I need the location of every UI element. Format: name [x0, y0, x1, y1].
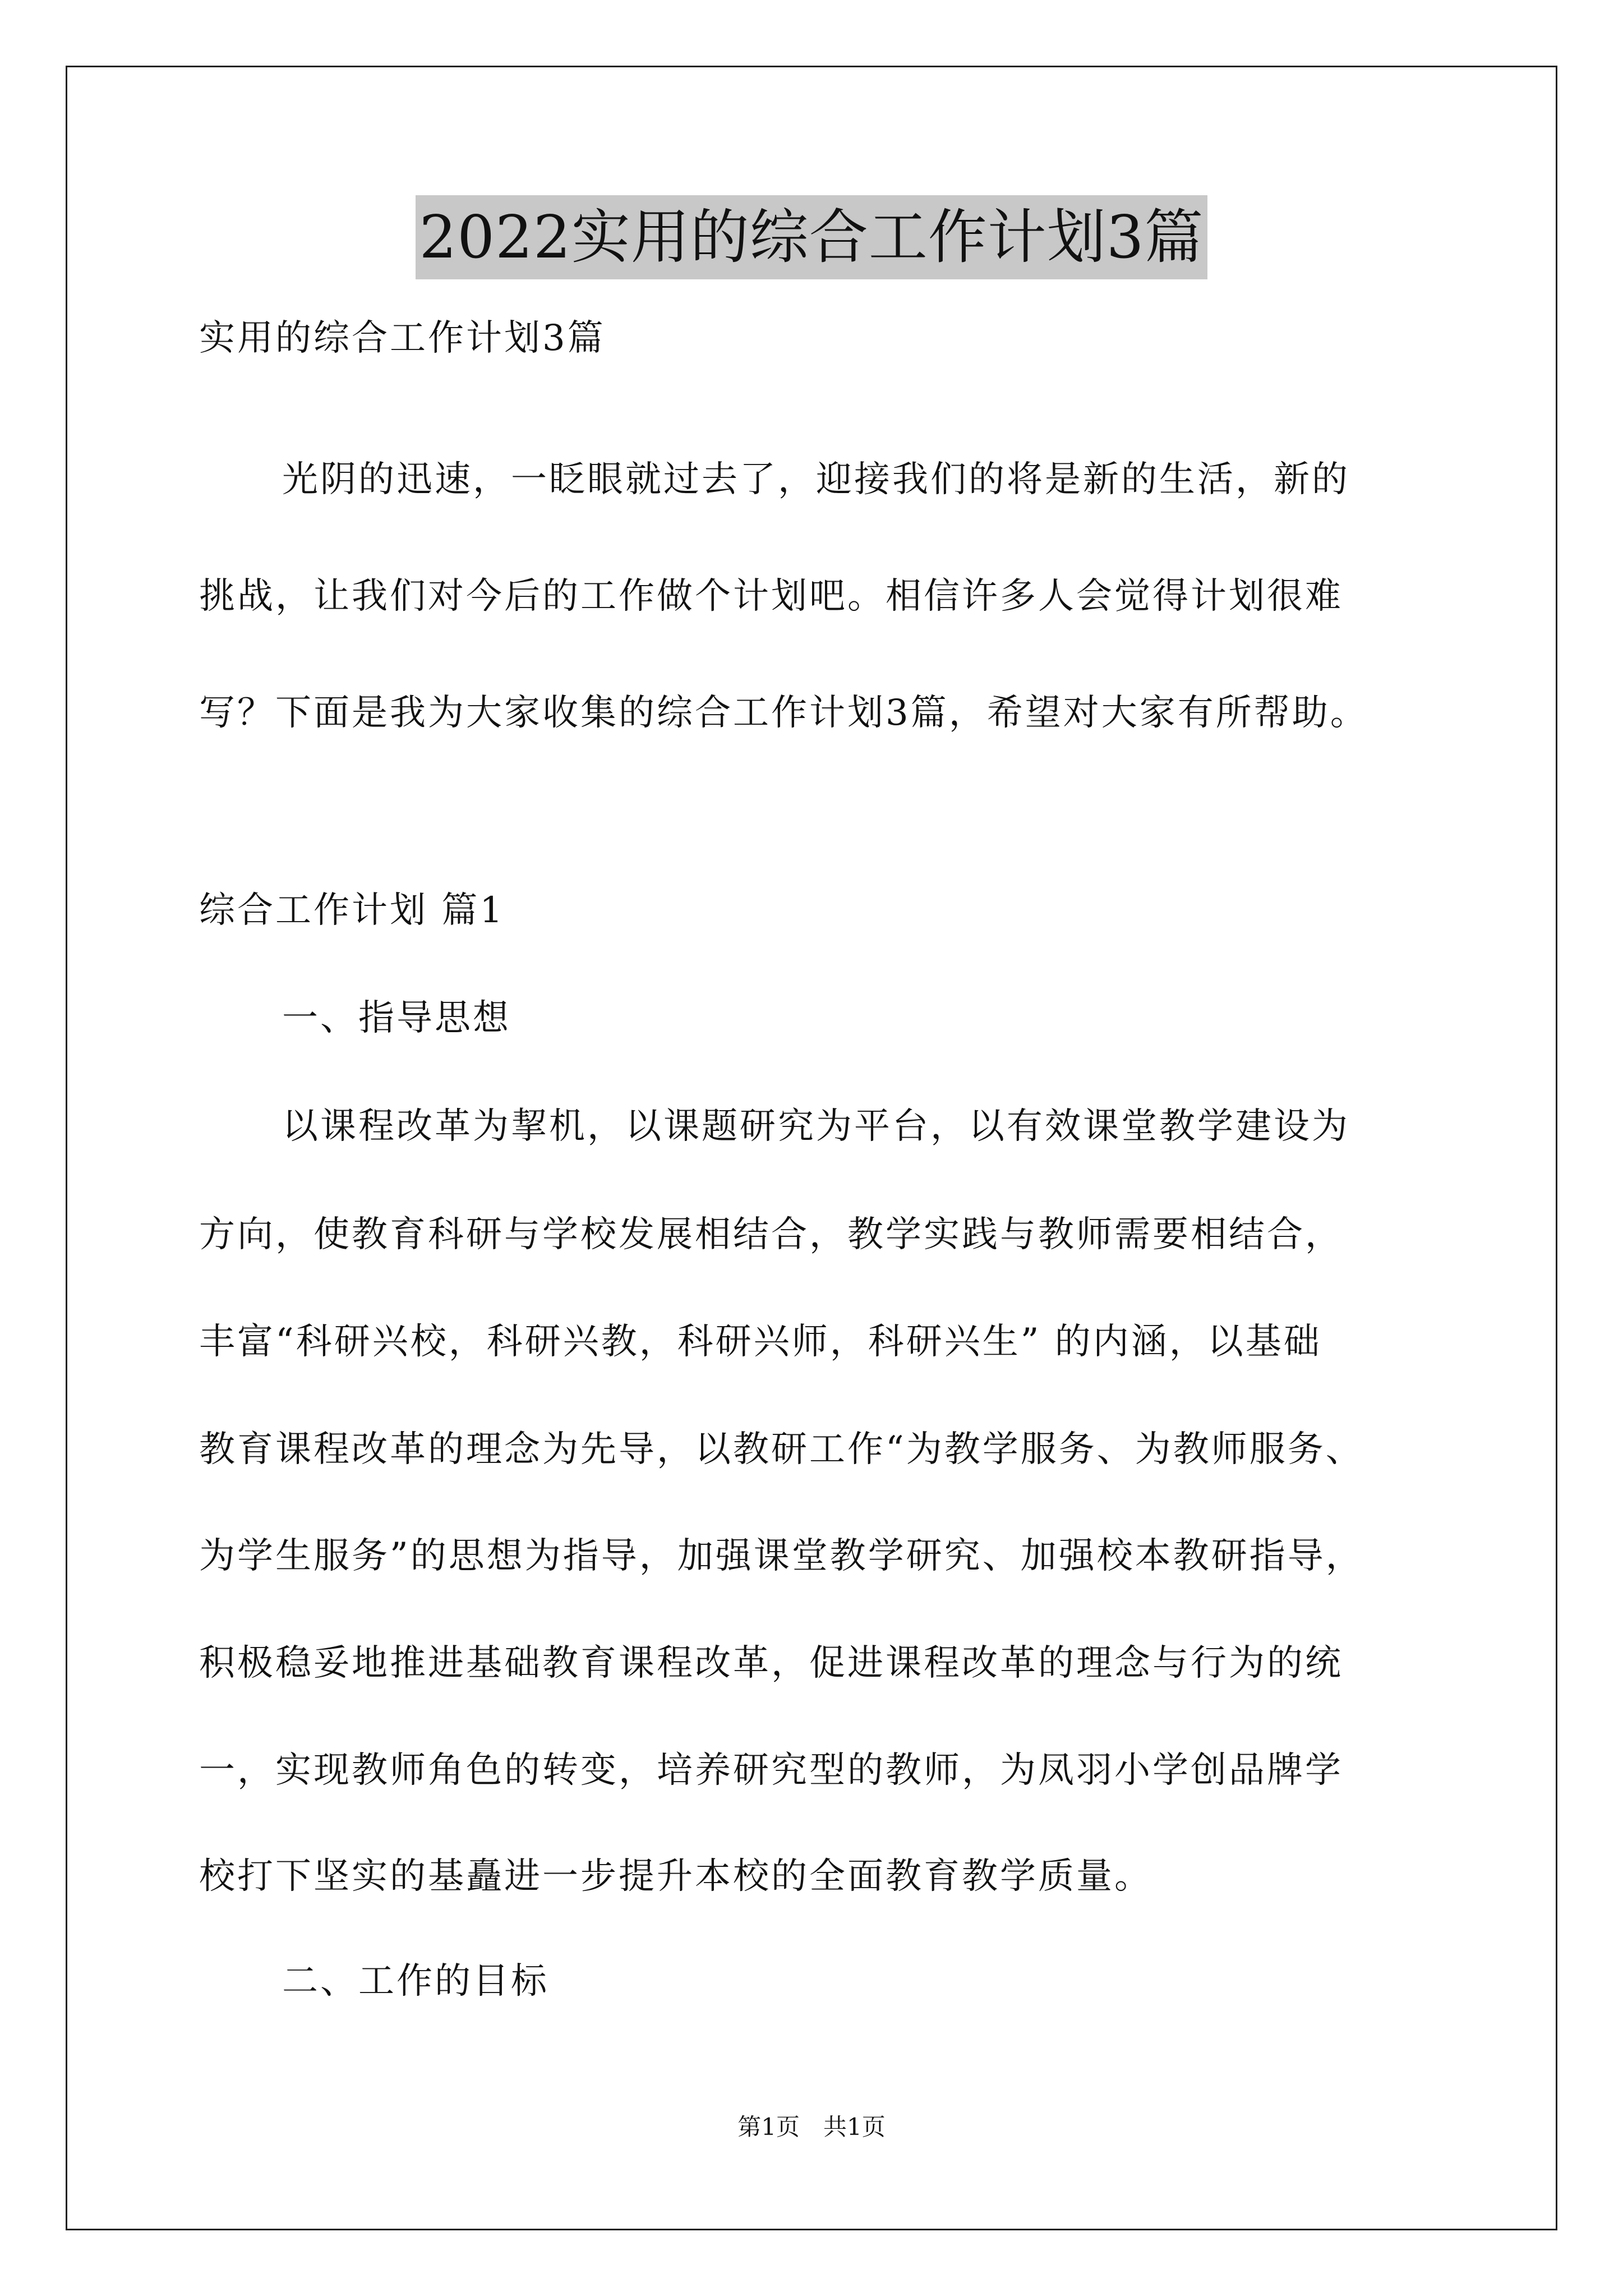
document-subtitle: 实用的综合工作计划3篇 — [199, 318, 606, 359]
title-container — [0, 195, 1623, 279]
heading-work-goals: 二、工作的目标 — [282, 1961, 549, 2002]
intro-line: 写？下面是我为大家收集的综合工作计划3篇，希望对大家有所帮助。 — [199, 692, 1368, 734]
body-line: 积极稳妥地推进基础教育课程改革，促进课程改革的理念与行为的统 — [199, 1642, 1343, 1684]
body-line: 教育课程改革的理念为先导，以教研工作“为教学服务、为教师服务、 — [199, 1429, 1364, 1470]
body-line: 方向，使教育科研与学校发展相结合，教学实践与教师需要相结合， — [199, 1214, 1343, 1255]
body-line: 为学生服务”的思想为指导，加强课堂教学研究、加强校本教研指导， — [199, 1535, 1364, 1577]
body-line: 丰富“科研兴校，科研兴教，科研兴师，科研兴生” 的内涵，以基础 — [199, 1321, 1322, 1363]
body-line: 一，实现教师角色的转变，培养研究型的教师，为凤羽小学创品牌学 — [199, 1750, 1343, 1791]
document-title: 2022实用的综合工作计划3篇 — [416, 195, 1207, 279]
heading-guiding-principles: 一、指导思想 — [282, 997, 511, 1039]
body-line: 以课程改革为挈机，以课题研究为平台，以有效课堂教学建设为 — [282, 1106, 1350, 1147]
intro-line: 光阴的迅速，一眨眼就过去了，迎接我们的将是新的生活，新的 — [282, 459, 1350, 500]
body-line: 校打下坚实的基矗进一步提升本校的全面教育教学质量。 — [199, 1856, 1152, 1897]
page-footer: 第1页 共1页 — [737, 2113, 886, 2141]
intro-line: 挑战，让我们对今后的工作做个计划吧。相信许多人会觉得计划很难 — [199, 576, 1343, 617]
section-heading: 综合工作计划 篇1 — [199, 890, 505, 931]
